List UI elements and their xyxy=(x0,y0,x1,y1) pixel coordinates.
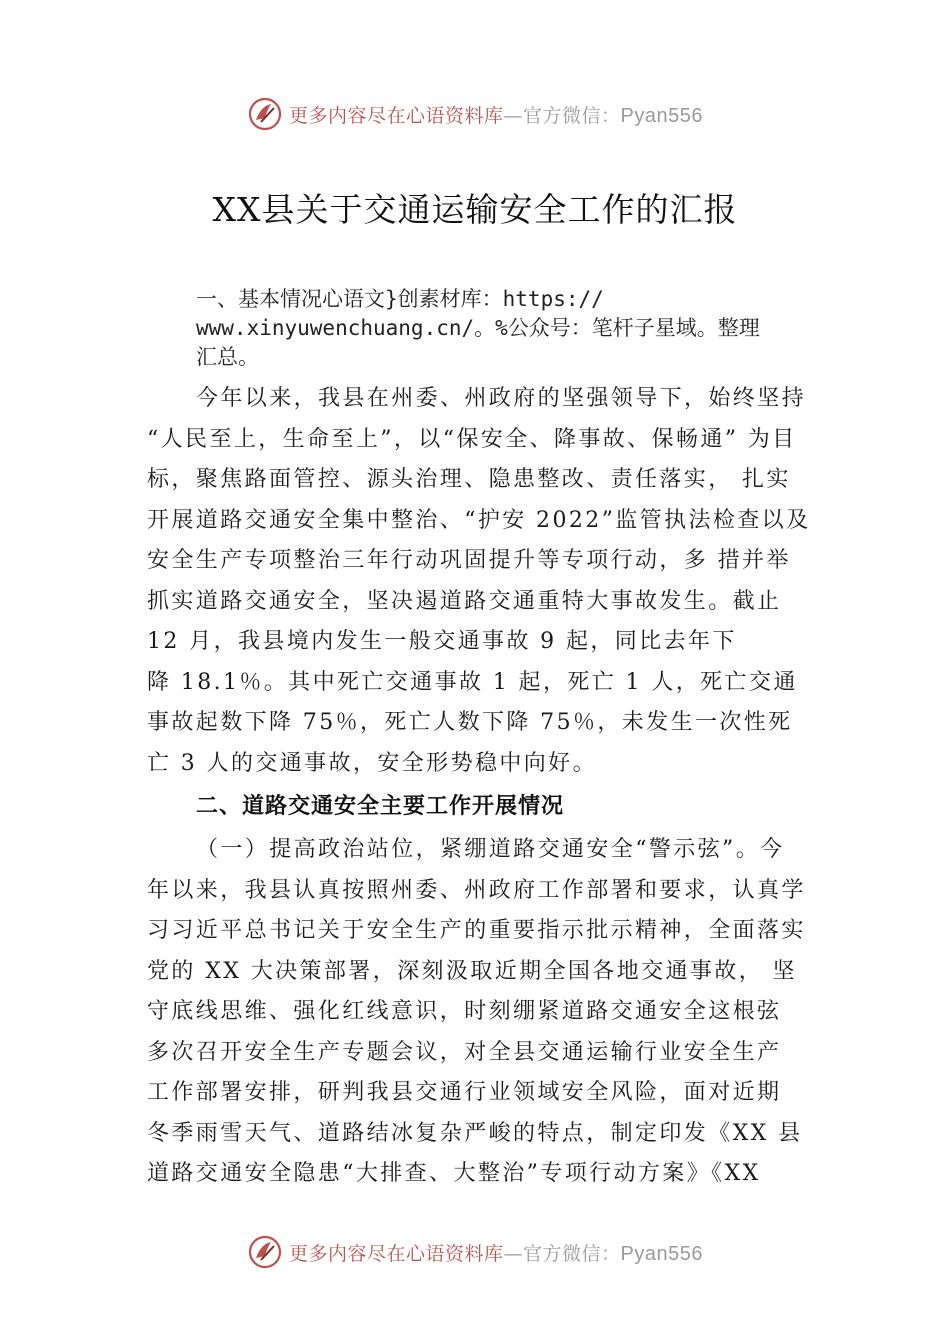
paragraph-line: 亡 3 人的交通事故，安全形势稳中向好。 xyxy=(147,750,597,776)
watermark-wechat-id: Pyan556 xyxy=(620,104,703,127)
paragraph-line: 降 18.1％。其中死亡交通事故 1 起，死亡 1 人，死亡交通 xyxy=(147,669,798,695)
paragraph-basic-situation xyxy=(147,379,837,784)
section1-line: www.xinyuwenchuang.cn/。%公众号：笔杆子星域。整理 xyxy=(196,316,760,340)
paragraph-line: （一）提高政治站位，紧绷道路交通安全“警示弦”。今 xyxy=(196,837,785,862)
watermark-dash: — xyxy=(503,1242,524,1265)
watermark-text xyxy=(289,101,703,128)
paragraph-line: “人民至上，生命至上”，以“保安全、降事故、保畅通” 为目 xyxy=(147,426,797,452)
watermark-brand: 更多内容尽在心语资料库 xyxy=(289,1242,504,1265)
watermark-dash: — xyxy=(503,104,524,127)
watermark-brand: 更多内容尽在心语资料库 xyxy=(289,104,504,127)
watermark-footer xyxy=(0,1232,950,1272)
paragraph-line: 道路交通安全隐患“大排查、大整治”专项行动方案》《XX xyxy=(147,1161,761,1186)
watermark-wechat-label: 官方微信： xyxy=(523,104,621,127)
paragraph-line: 党的 XX 大决策部署，深刻汲取近期全国各地交通事故， 坚 xyxy=(147,958,797,984)
paragraph-line: 习习近平总书记关于安全生产的重要指示批示精神，全面落实 xyxy=(147,918,806,943)
watermark-wechat-label: 官方微信： xyxy=(523,1242,621,1265)
paragraph-line: 12 月，我县境内发生一般交通事故 9 起，同比去年下 xyxy=(147,629,737,654)
paragraph-line: 标，聚焦路面管控、源头治理、隐患整改、责任落实， 扎实 xyxy=(147,467,791,492)
paragraph-line: 工作部署安排，研判我县交通行业领域安全风险，面对近期 xyxy=(147,1080,782,1105)
paragraph-line: 开展道路交通安全集中整治、“护安 2022”监管执法检查以及 xyxy=(147,507,811,533)
paragraph-line: 年以来，我县认真按照州委、州政府工作部署和要求，认真学 xyxy=(147,877,806,903)
section1-line: 一、基本情况心语文}创素材库：https:// xyxy=(196,287,604,311)
watermark-header xyxy=(0,94,950,134)
brand-logo-icon xyxy=(247,1234,283,1270)
paragraph-work-progress xyxy=(147,830,837,1195)
document-title: XX县关于交通运输安全工作的汇报 xyxy=(212,190,738,229)
paragraph-line: 抓实道路交通安全，坚决遏道路交通重特大事故发生。截止 xyxy=(147,588,782,614)
watermark-text xyxy=(289,1239,703,1266)
paragraph-line: 事故起数下降 75％，死亡人数下降 75％，未发生一次性死 xyxy=(147,710,793,735)
section2-heading: 二、道路交通安全主要工作开展情况 xyxy=(196,794,565,819)
section1-line: 汇总。 xyxy=(196,345,259,369)
section1-heading-block xyxy=(196,285,836,372)
paragraph-line: 今年以来，我县在州委、州政府的坚强领导下，始终坚持 xyxy=(196,386,807,411)
paragraph-line: 冬季雨雪天气、道路结冰复杂严峻的特点，制定印发《XX 县 xyxy=(147,1120,803,1146)
paragraph-line: 多次召开安全生产专题会议，对全县交通运输行业安全生产 xyxy=(147,1039,782,1065)
brand-logo-icon xyxy=(247,96,283,132)
paragraph-line: 安全生产专项整治三年行动巩固提升等专项行动，多 措并举 xyxy=(147,548,791,573)
paragraph-line: 守底线思维、强化红线意识，时刻绷紧道路交通安全这根弦 xyxy=(147,999,782,1024)
watermark-wechat-id: Pyan556 xyxy=(620,1242,703,1265)
